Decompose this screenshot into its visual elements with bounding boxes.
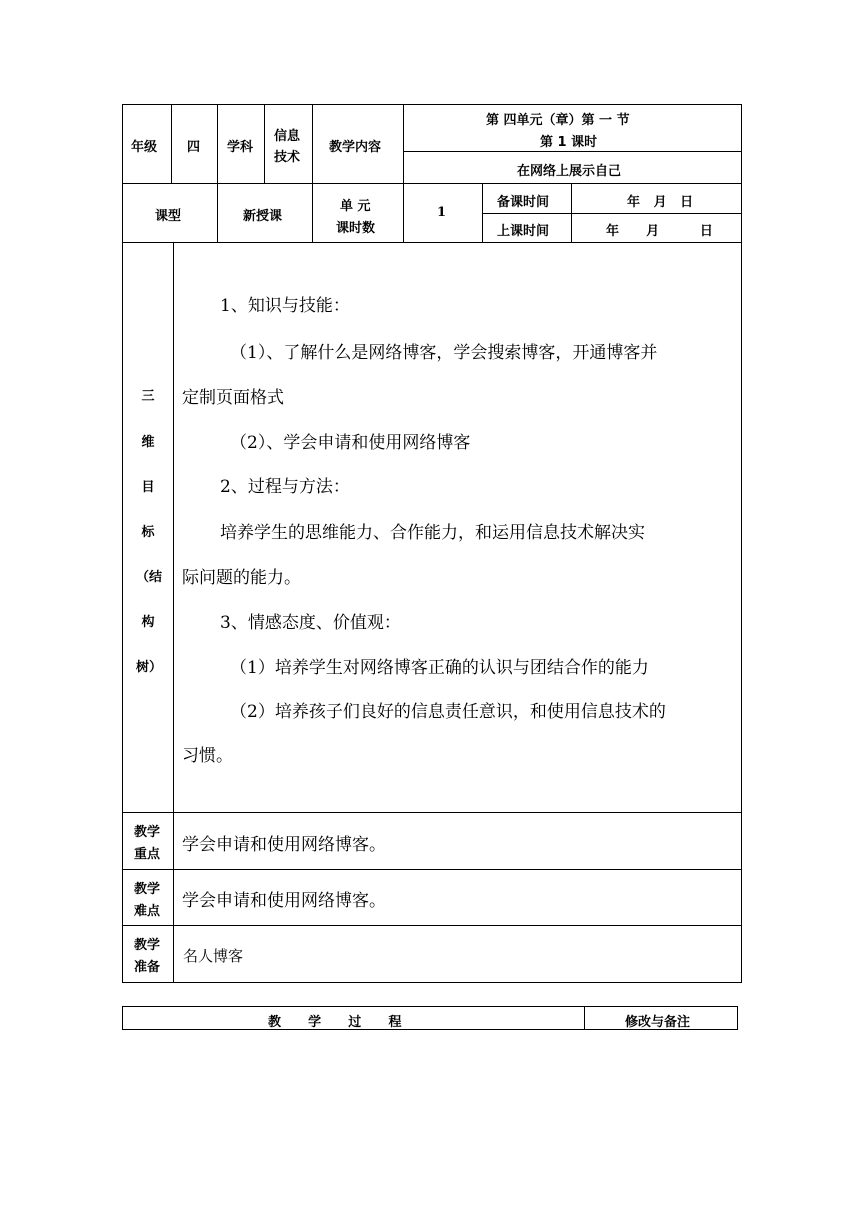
objective-line: （1）、了解什么是网络博客，学会搜索博客，开通博客并 bbox=[230, 343, 658, 363]
objective-line: （2）培养孩子们良好的信息责任意识，和使用信息技术的 bbox=[230, 702, 666, 722]
unit-hours-label-line2: 课时数 bbox=[336, 221, 376, 236]
prep-time-label: 备课时间 bbox=[497, 195, 550, 210]
lesson-line: 第 1 课时 bbox=[540, 135, 598, 150]
objectives-side-char: 构 bbox=[141, 615, 155, 630]
objectives-side-char: 维 bbox=[141, 435, 155, 450]
objective-line: 定制页面格式 bbox=[182, 388, 284, 408]
class-time-value: 年 月 日 bbox=[606, 224, 713, 239]
difficulties-label-line2: 难点 bbox=[134, 904, 161, 919]
content-label: 教学内容 bbox=[329, 140, 382, 155]
objective-line: 2、过程与方法： bbox=[220, 477, 350, 497]
subject-value-line2: 技术 bbox=[274, 150, 301, 165]
lesson-type-label: 课型 bbox=[155, 209, 182, 224]
objectives-side-char: 目 bbox=[141, 480, 155, 495]
objectives-side-char: 树） bbox=[135, 660, 162, 675]
preparation-label-line2: 准备 bbox=[134, 960, 161, 975]
subject-value-line1: 信息 bbox=[274, 129, 301, 144]
prep-time-value: 年 月 日 bbox=[627, 195, 694, 210]
objectives-side-char: 标 bbox=[141, 525, 155, 540]
preparation-value: 名人博客 bbox=[183, 947, 244, 965]
process-label: 教 学 过 程 bbox=[268, 1015, 402, 1030]
unit-line: 第 四单元（章）第 一 节 bbox=[486, 113, 630, 128]
objectives-side-char: 三 bbox=[141, 389, 155, 404]
objectives-side-char: （结 bbox=[135, 570, 162, 585]
class-time-label: 上课时间 bbox=[497, 224, 550, 239]
grade-label: 年级 bbox=[131, 140, 158, 155]
key-points-label-line1: 教学 bbox=[134, 825, 161, 840]
objective-line: （2）、学会申请和使用网络博客 bbox=[230, 433, 471, 453]
lesson-title: 在网络上展示自己 bbox=[517, 164, 622, 179]
key-points-label-line2: 重点 bbox=[134, 847, 161, 862]
difficulties-value: 学会申请和使用网络博客。 bbox=[182, 891, 386, 911]
unit-hours-label-line1: 单 元 bbox=[340, 199, 371, 214]
key-points-value: 学会申请和使用网络博客。 bbox=[182, 835, 386, 855]
preparation-value-cell bbox=[173, 925, 742, 983]
subject-label: 学科 bbox=[227, 140, 254, 155]
subject-value-cell bbox=[264, 104, 313, 184]
lesson-type-value: 新授课 bbox=[243, 209, 283, 224]
objective-line: （1）培养学生对网络博客正确的认识与团结合作的能力 bbox=[230, 658, 649, 678]
notes-label: 修改与备注 bbox=[625, 1015, 691, 1030]
objective-line: 习惯。 bbox=[182, 746, 233, 766]
objective-line: 际问题的能力。 bbox=[182, 568, 301, 588]
preparation-label-line1: 教学 bbox=[134, 938, 161, 953]
grade-value: 四 bbox=[187, 140, 201, 155]
objective-line: 1、知识与技能： bbox=[220, 296, 350, 316]
unit-hours-value: 1 bbox=[437, 205, 447, 220]
objective-line: 培养学生的思维能力、合作能力，和运用信息技术解决实 bbox=[220, 523, 645, 543]
objective-line: 3、情感态度、价值观： bbox=[220, 613, 401, 633]
difficulties-label-line1: 教学 bbox=[134, 882, 161, 897]
